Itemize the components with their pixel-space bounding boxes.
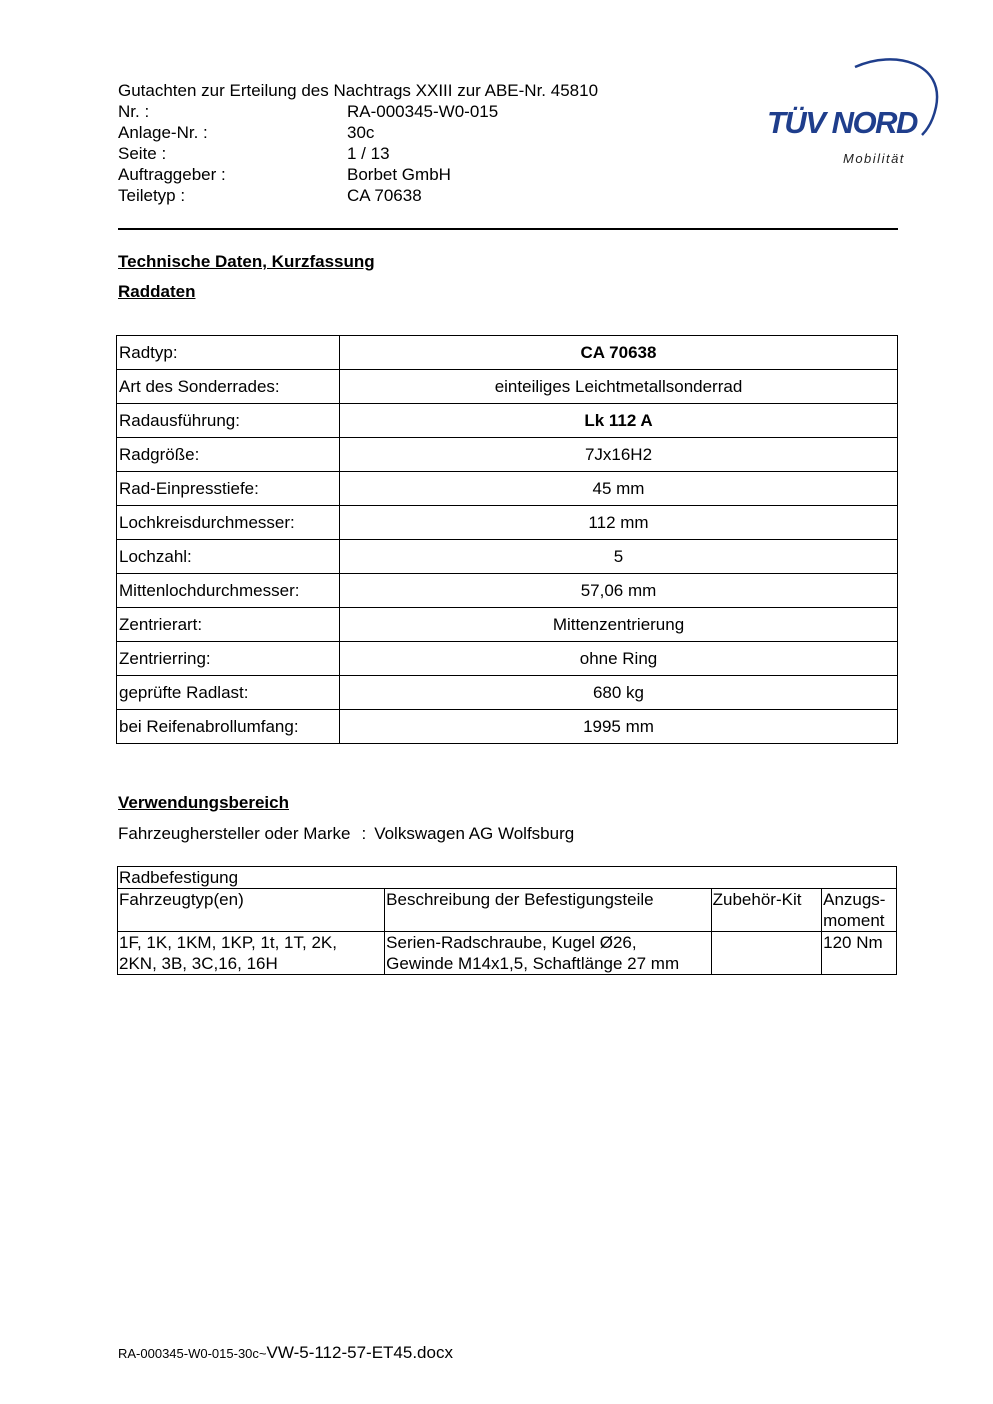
document-footer: [118, 1343, 453, 1363]
meta-row-seite: [118, 143, 598, 164]
cell-anzugsmoment: 120 Nm: [822, 932, 897, 975]
cell-line: 1F, 1K, 1KM, 1KP, 1t, 1T, 2K,: [119, 933, 337, 952]
meta-value: CA 70638: [347, 186, 422, 205]
meta-row-nr: [118, 101, 598, 122]
manufacturer-label: Fahrzeughersteller oder Marke: [118, 824, 351, 843]
row-label: Zentrierart:: [117, 608, 340, 642]
table-row: [117, 506, 898, 540]
manufacturer-value: Volkswagen AG Wolfsburg: [374, 824, 575, 843]
row-label: geprüfte Radlast:: [117, 676, 340, 710]
row-label: Art des Sonderrades:: [117, 370, 340, 404]
row-label: Radgröße:: [117, 438, 340, 472]
document-header: [118, 80, 598, 206]
cell-beschreibung: [385, 932, 711, 975]
section-title-technische-daten: Technische Daten, Kurzfassung: [118, 252, 375, 271]
section-title-raddaten: Raddaten: [118, 282, 196, 301]
header-beschreibung: Beschreibung der Befestigungsteile: [385, 889, 711, 932]
raddaten-table: [116, 335, 898, 744]
table-title: Radbefestigung: [118, 867, 897, 889]
row-value: CA 70638: [340, 336, 898, 370]
table-row: [117, 608, 898, 642]
meta-label: Teiletyp :: [118, 186, 186, 205]
table-row: [117, 438, 898, 472]
footer-prefix: RA-000345-W0-015-30c~: [118, 1346, 267, 1361]
header-fahrzeugtyp: Fahrzeugtyp(en): [118, 889, 385, 932]
meta-value: Borbet GmbH: [347, 165, 451, 184]
row-value: 5: [340, 540, 898, 574]
table-row: [118, 932, 897, 975]
table-row: [117, 370, 898, 404]
manufacturer-line: [118, 824, 574, 844]
cell-zubehoer: [711, 932, 821, 975]
meta-label: Auftraggeber :: [118, 165, 226, 184]
table-row: [117, 404, 898, 438]
meta-value: 30c: [347, 123, 375, 142]
meta-row-auftraggeber: [118, 164, 598, 185]
header-anzugsmoment: [822, 889, 897, 932]
header-anzug-line-1: Anzugs-: [823, 890, 886, 909]
header-zubehoer: Zubehör-Kit: [711, 889, 821, 932]
row-value: 7Jx16H2: [340, 438, 898, 472]
cell-line: Serien-Radschraube, Kugel Ø26,: [386, 933, 637, 952]
header-anzug-line-2: moment: [823, 911, 885, 930]
table-header-row: [118, 889, 897, 932]
row-value: 1995 mm: [340, 710, 898, 744]
manufacturer-separator: :: [361, 824, 367, 843]
row-value: Lk 112 A: [340, 404, 898, 438]
meta-row-teiletyp: [118, 185, 598, 206]
table-row: [117, 472, 898, 506]
meta-value: 1 / 13: [347, 144, 390, 163]
cell-line: 2KN, 3B, 3C,16, 16H: [119, 954, 278, 973]
row-label: Mittenlochdurchmesser:: [117, 574, 340, 608]
row-label: Radausführung:: [117, 404, 340, 438]
document-title: Gutachten zur Erteilung des Nachtrags XXIII zur ABE-Nr. 45810: [118, 81, 599, 100]
table-row: [117, 676, 898, 710]
table-row: [117, 710, 898, 744]
row-label: bei Reifenabrollumfang:: [117, 710, 340, 744]
section-title-verwendungsbereich: Verwendungsbereich: [118, 793, 289, 812]
row-value: einteiliges Leichtmetallsonderrad: [340, 370, 898, 404]
row-value: 57,06 mm: [340, 574, 898, 608]
table-title-row: [118, 867, 897, 889]
header-divider: [118, 228, 898, 230]
row-value: ohne Ring: [340, 642, 898, 676]
footer-filename: VW-5-112-57-ET45.docx: [266, 1343, 453, 1362]
meta-label: Anlage-Nr. :: [118, 123, 208, 142]
table-row: [117, 574, 898, 608]
table-row: [117, 336, 898, 370]
row-value: 45 mm: [340, 472, 898, 506]
row-value: Mittenzentrierung: [340, 608, 898, 642]
radbefestigung-table: [117, 866, 897, 975]
cell-line: Gewinde M14x1,5, Schaftlänge 27 mm: [386, 954, 680, 973]
row-label: Lochzahl:: [117, 540, 340, 574]
row-label: Lochkreisdurchmesser:: [117, 506, 340, 540]
tuev-nord-logo: [760, 55, 945, 170]
table-row: [117, 540, 898, 574]
logo-wordmark: TÜV NORD: [767, 105, 917, 140]
row-value: 112 mm: [340, 506, 898, 540]
row-label: Rad-Einpresstiefe:: [117, 472, 340, 506]
meta-label: Nr. :: [118, 102, 150, 121]
logo-subtitle: Mobilität: [843, 151, 905, 166]
meta-row-anlage: [118, 122, 598, 143]
meta-label: Seite :: [118, 144, 167, 163]
meta-value: RA-000345-W0-015: [347, 102, 499, 121]
cell-fahrzeugtyp: [118, 932, 385, 975]
row-value: 680 kg: [340, 676, 898, 710]
row-label: Zentrierring:: [117, 642, 340, 676]
row-label: Radtyp:: [117, 336, 340, 370]
table-row: [117, 642, 898, 676]
